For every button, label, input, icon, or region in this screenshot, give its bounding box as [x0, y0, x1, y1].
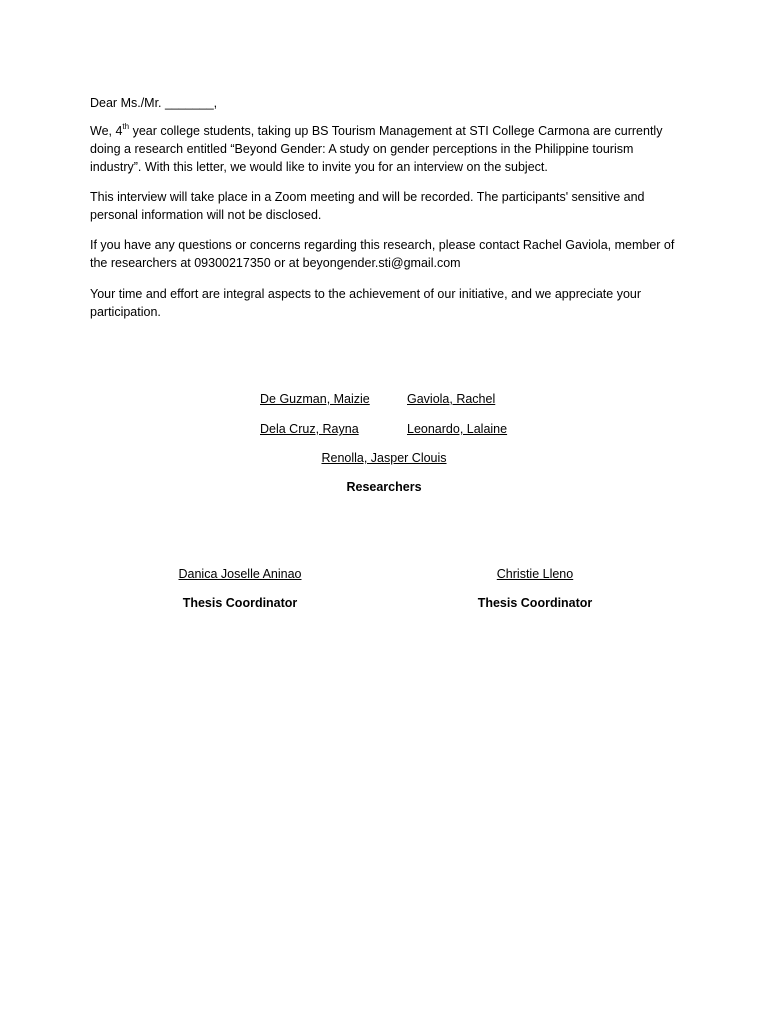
- coordinator-name: Danica Joselle Aninao: [178, 567, 302, 581]
- paragraph-contact: If you have any questions or concerns regarding this research, please contact Rachel Gaviola, member of the researchers at 09300217350 or at beyongender.sti@gmail.com: [90, 238, 675, 270]
- intro-rest: year college students, taking up BS Tourism Management at STI College Carmona are currently doing a research entitled “Beyond Gender: A study on gender perceptions in the Philippine tourism industry”. With this letter, we would like to invite you for an interview on the subject.: [90, 124, 663, 174]
- researcher-name: Leonardo, Lalaine: [407, 422, 508, 436]
- salutation: Dear Ms./Mr. _______,: [90, 96, 218, 110]
- researchers-label: Researchers: [346, 480, 422, 494]
- researcher-name: Renolla, Jasper Clouis: [321, 451, 447, 465]
- coordinator-name: Christie Lleno: [496, 567, 574, 581]
- researcher-name: Gaviola, Rachel: [407, 392, 496, 406]
- paragraph-interview: This interview will take place in a Zoom meeting and will be recorded. The participants' sensitive and personal information will not be disclosed.: [90, 190, 645, 222]
- paragraph-intro: [90, 122, 680, 176]
- coordinator-title: Thesis Coordinator: [182, 596, 298, 610]
- intro-start: We, 4: [90, 124, 123, 138]
- coordinator-title: Thesis Coordinator: [477, 596, 593, 610]
- researcher-name: De Guzman, Maizie: [260, 392, 370, 406]
- ordinal-suffix: th: [122, 122, 130, 131]
- paragraph-thanks: Your time and effort are integral aspects to the achievement of our initiative, and we appreciate your participation.: [90, 287, 642, 319]
- researcher-name: Dela Cruz, Rayna: [260, 422, 359, 436]
